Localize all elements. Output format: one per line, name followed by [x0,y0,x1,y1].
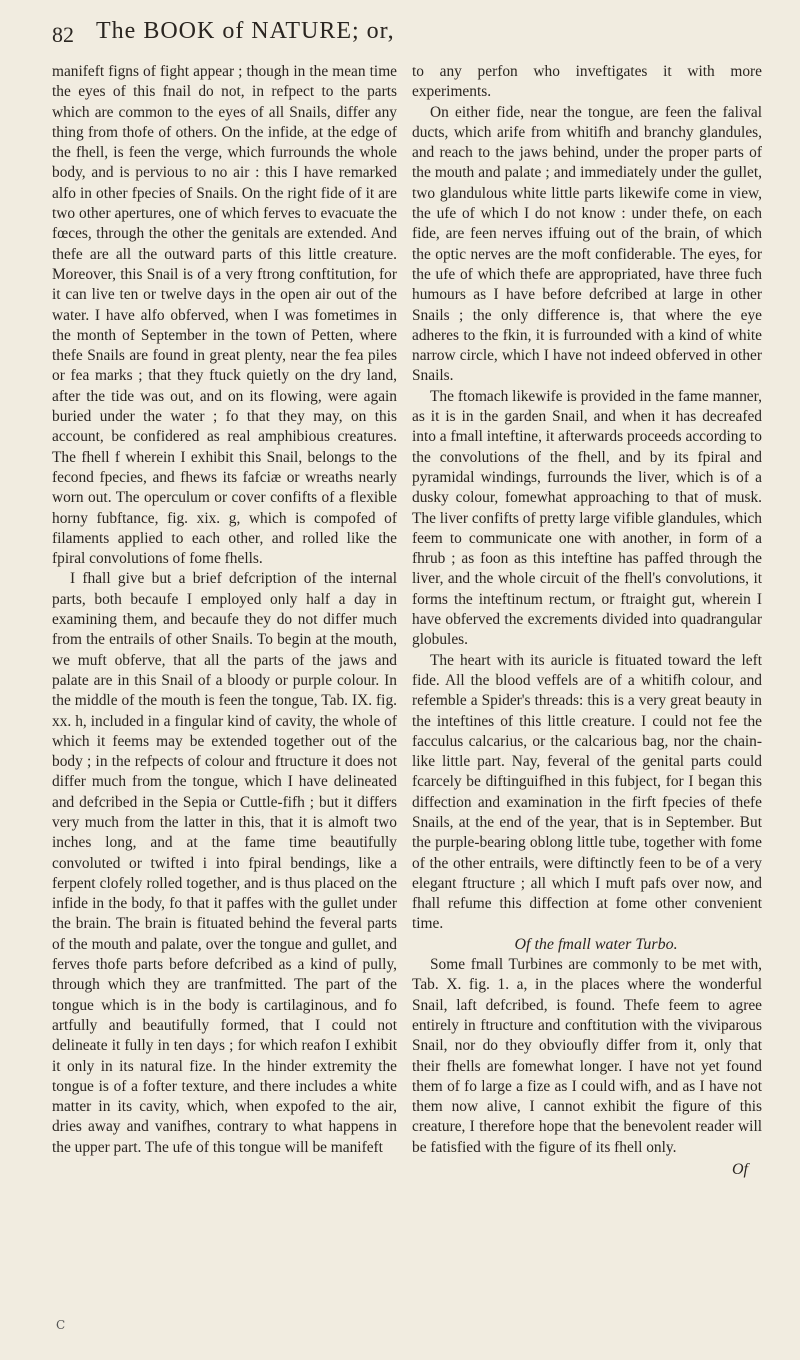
page-header [52,18,760,56]
left-column [52,62,397,1158]
left-paragraph-2: I fhall give but a brief defcription of the internal parts, both becaufe I employed only half a day in examining them, and becaufe they do not differ much from the entrails of other Snails. To begin at the mouth, we muft obferve, that all the parts of the jaws and palate are in this Snail of a bloody or purple colour. In the middle of the mouth is feen the tongue, Tab. IX. fig. xx. h, included in a fingular kind of cavity, the whole of which it feems may be extended together out of the body ; in the refpects of colour and ftructure it does not differ much from the tongue, which I have delineated and defcribed in the Sepia or Cuttle-fifh ; but it differs very much from the latter in this, that it is almoft two inches long, and at the fame time beautifully convoluted or twifted i into fpiral bendings, like a ferpent clofely rolled together, and is thus placed on the infide in the body, fo that it paffes with the gullet under the brain. The brain is fituated behind the feveral parts of the mouth and palate, over the tongue and gullet, and ferves thofe parts before defcribed as a kind of pully, through which they are tranfmitted. The part of the tongue which is in the body is cartilaginous, and fo artfully and beautifully formed, that I could not delineate it fully in ten days ; for which reafon I exhibit it only in its natural fize. In the hinder extremity the tongue is of a fofter texture, and there includes a white matter in its cavity, which, when expofed to the air, dries away and vanifhes, contrary to what happens in the upper part. The ufe of this tongue will be manifeft [52,570,397,1156]
section-heading: Of the fmall water Turbo. [514,935,678,953]
signature-mark: C [56,1318,66,1332]
right-column [412,62,762,1180]
page-number: 82 [52,22,74,47]
right-paragraph-3: The ftomach likewife is provided in the fame manner, as it is in the garden Snail, and when it has decreafed into a fmall inteftine, it afterwards proceeds according to the convolutions of the fhell, and by its fpiral and pyramidal windings, furrounds the liver, which is of a dusky colour, fomewhat approaching to that of musk. The liver confifts of pretty large vifible glandules, which feem to communicate one with another, in form of a fhrub ; as foon as this inteftine has paffed through the liver, and the whole circuit of the fhell's convolutions, it forms the inteftinum rectum, or ftraight gut, wherein I have obferved the excrements divided into quadrangular globules. [412,387,763,649]
left-paragraph-1: manifeft figns of fight appear ; though in the mean time the eyes of this fnail do not, in refpect to the parts which are common to the eyes of all Snails, differ any thing from thofe of others. On the infide, at the edge of the fhell, is feen the verge, which furrounds the whole body, and is pervious to no air : this I have remarked alfo in other fpecies of Snails. On the right fide of it are two other apertures, one of which ferves to evacuate the fœces, through the other the genitals are extended. And thefe are all the outward parts of this little creature. Moreover, this Snail is of a very ftrong conftitution, for it can live ten or twelve days in the open air out of the water. I have alfo obferved, when I was fometimes in the month of September in the town of Petten, where thefe Snails are found in great plenty, near the fea piles or fea marks ; that they ftuck quietly on the dry land, after the tide was out, and on its flowing, were again buried under the water ; fo that they may, on this account, be confidered as real amphibious creatures. The fhell f wherein I exhibit this Snail, belongs to the fecond fpecies, and fhews its fafciæ or wreaths nearly worn out. The operculum or cover confifts of a flexible horny fubftance, fig. xix. g, which is compofed of filaments applied to each other, and rolled like the fpiral convolutions of fome fhells. [52,63,397,568]
running-title: The BOOK of NATURE; or, [96,18,395,44]
right-paragraph-4: The heart with its auricle is fituated toward the left fide. All the blood veffels are of a whitifh colour, and refemble a Spider's threads: this is a very great beauty in the inteftines of this little creature. I could not fee the facculus calcarius, or the calcarious bag, nor the chain-like little part. Nay, feveral of the genital parts could fcarcely be diftinguifhed in this fubject, for I began this diffection and examination in the firft fpecies of thefe Snails, at the end of the year, that is in September. But the purple-bearing oblong little tube, together with fome of the other entrails, were diftinctly feen to be of a very elegant ftructure ; all which I muft pafs over now, and fhall refume this diffection at fome other convenient time. [412,651,762,933]
right-paragraph-1: to any perfon who inveftigates it with more experiments. [412,63,762,101]
right-paragraph-5: Some fmall Turbines are commonly to be met with, Tab. X. fig. 1. a, in the places where the wonderful Snail, laft defcribed, is found. Thefe feem to agree entirely in ftructure and conftitution with the viviparous Snail, nor do they obvioufly differ from it, only that their fhells are fomewhat longer. I have not yet found them of fo large a fize as I could wifh, and as I have not them now alive, I cannot exhibit the figure of this creature, I therefore hope that the benevolent reader will be fatisfied with the figure of its fhell only. [412,956,762,1156]
catchword: Of [732,1161,748,1179]
right-paragraph-2: On either fide, near the tongue, are feen the falival ducts, which arife from whitifh and branchy glandules, and reach to the jaws behind, under the proper parts of the mouth and palate ; and immediately under the gullet, two glandulous white little parts likewife come in view, the ufe of which I do not know : under thefe, on each fide, are feen nerves iffuing out of the brain, of which the optic nerves are the moft confiderable. The eyes, for the ufe of which thefe are appropriated, have three fuch humours as I have before defcribed at large in other Snails ; the only difference is, that where the eye adheres to the fkin, it is furrounded with a kind of white narrow circle, which I have not indeed obferved in other Snails. [412,103,762,385]
